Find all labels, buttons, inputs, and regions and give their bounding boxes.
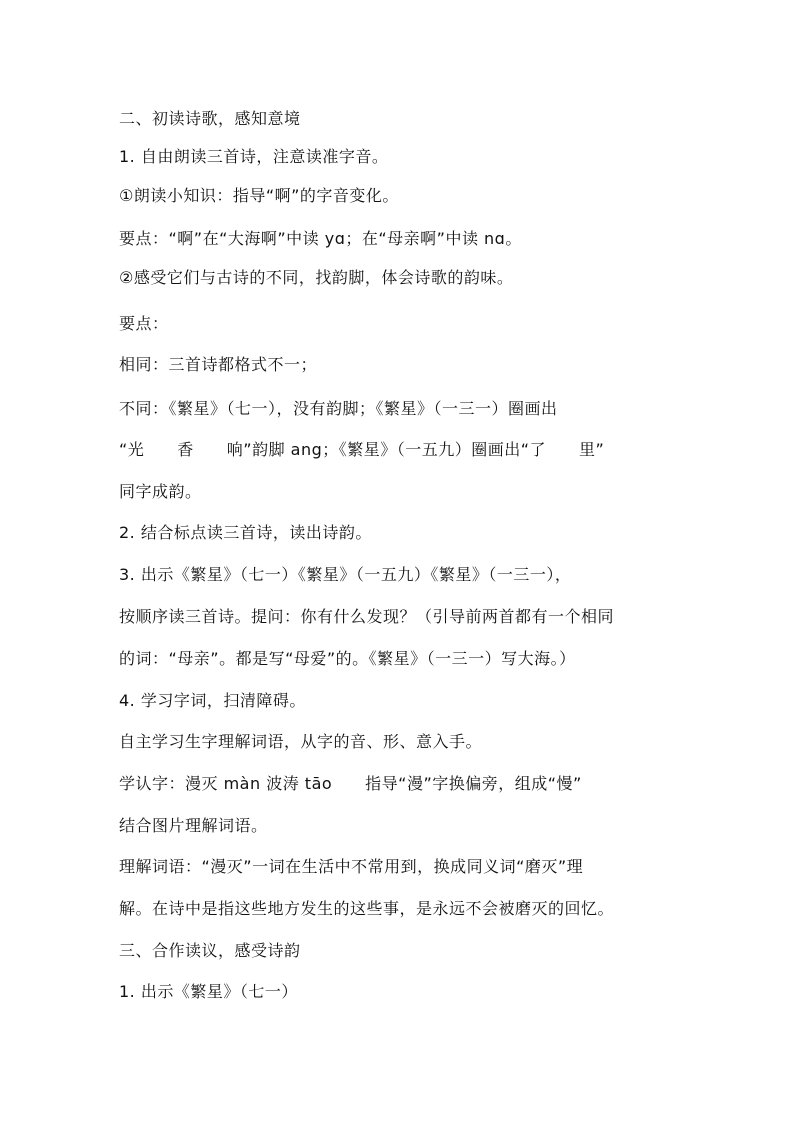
paragraph-line: 的词：“母亲”。都是写“母爱”的。《繁星》（一三一）写大海。） bbox=[119, 649, 576, 668]
paragraph-line: 理解词语：“漫灭”一词在生活中不常用到，换成同义词“磨灭”理 bbox=[119, 857, 584, 876]
paragraph-line: 要点： bbox=[119, 314, 169, 333]
paragraph-line: ①朗读小知识：指导“啊”的字音变化。 bbox=[119, 186, 399, 205]
paragraph-line: 同字成韵。 bbox=[119, 482, 202, 501]
paragraph-line: 要点：“啊”在“大海啊”中读 yɑ；在“母亲啊”中读 nɑ。 bbox=[119, 229, 522, 248]
paragraph-line: 学认字：漫灭 màn 波涛 tāo 指导“漫”字换偏旁，组成“慢” bbox=[119, 774, 582, 793]
paragraph-line: 2. 结合标点读三首诗，读出诗韵。 bbox=[119, 523, 372, 542]
paragraph-line: 解。在诗中是指这些地方发生的这些事，是永远不会被磨灭的回忆。 bbox=[119, 899, 615, 918]
section-heading-2: 二、初读诗歌，感知意境 bbox=[119, 109, 301, 128]
paragraph-line: 相同：三首诗都格式不一； bbox=[119, 355, 318, 374]
section-heading-3: 三、合作读议，感受诗韵 bbox=[119, 941, 301, 960]
paragraph-line: 结合图片理解词语。 bbox=[119, 816, 268, 835]
paragraph-line: “光 香 响”韵脚 ang；《繁星》（一五九）圈画出“了 里” bbox=[119, 440, 605, 459]
paragraph-line: 不同：《繁星》（七一），没有韵脚；《繁星》（一三一）圈画出 bbox=[119, 399, 558, 418]
paragraph-line: 自主学习生字理解词语，从字的音、形、意入手。 bbox=[119, 732, 483, 751]
paragraph-line: 按顺序读三首诗。提问：你有什么发现？（引导前两首都有一个相同 bbox=[119, 607, 615, 626]
paragraph-line: 1. 自由朗读三首诗，注意读准字音。 bbox=[119, 147, 389, 166]
paragraph-line: 3. 出示《繁星》（七一）《繁星》（一五九）《繁星》（一三一）， bbox=[119, 565, 572, 584]
paragraph-line: 4. 学习字词，扫清障碍。 bbox=[119, 691, 306, 710]
paragraph-line: ②感受它们与古诗的不同，找韵脚，体会诗歌的韵味。 bbox=[119, 268, 514, 287]
paragraph-line: 1. 出示《繁星》（七一） bbox=[119, 982, 298, 1001]
